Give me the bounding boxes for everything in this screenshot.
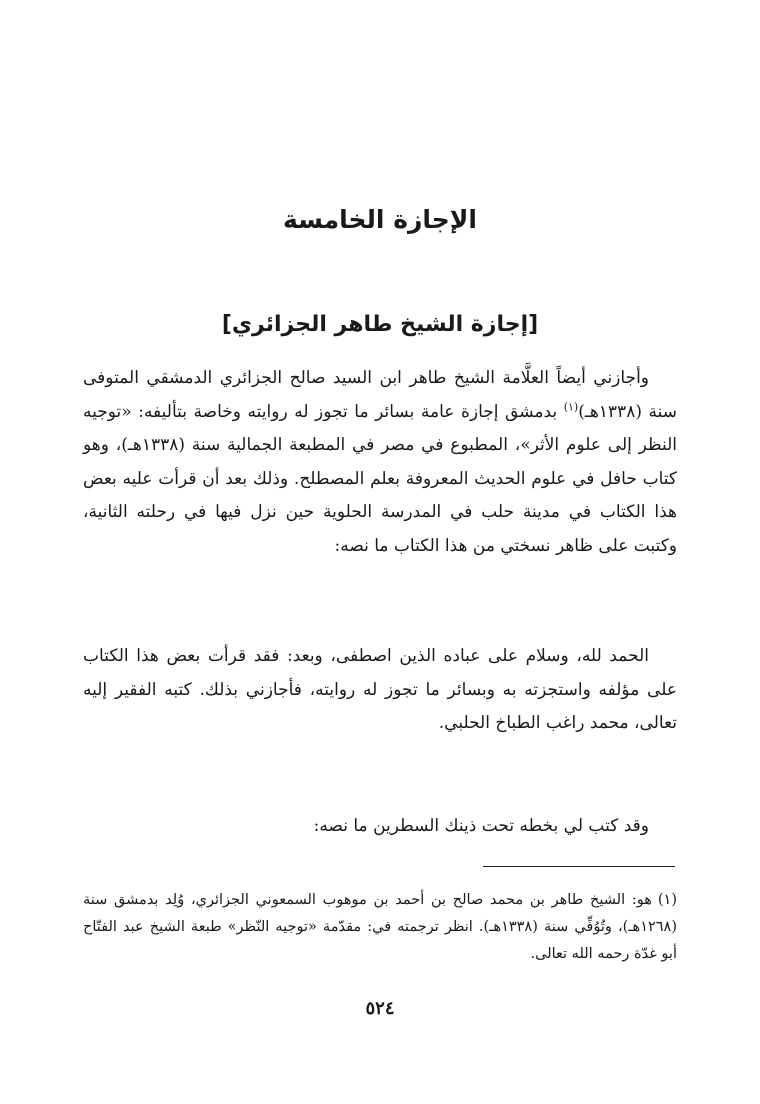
page-number: ٥٢٤ bbox=[365, 998, 395, 1019]
chapter-title: الإجازة الخامسة bbox=[283, 205, 477, 234]
body-paragraph-3 bbox=[83, 810, 677, 844]
footnote-reference: (١) bbox=[563, 399, 579, 413]
body-paragraph-1 bbox=[83, 362, 677, 563]
footnote-separator bbox=[483, 866, 675, 867]
paragraph-3-text: وقد كتب لي بخطه تحت ذينك السطرين ما نصه: bbox=[313, 816, 649, 836]
paragraph-2-text: الحمد لله، وسلام على عباده الذين اصطفى، وبعد: فقد قرأت بعض هذا الكتاب على مؤلفه واستجزته به وبسائر ما تجوز له روايته، فأجازني بذلك. كتبه الفقير إليه تعالى، محمد راغب الطباخ الحلبي. bbox=[83, 646, 677, 733]
footnote-number: (١) bbox=[657, 892, 677, 908]
section-title: [إجازة الشيخ طاهر الجزائري] bbox=[221, 312, 539, 337]
paragraph-1-part-b: بدمشق إجازة عامة بسائر ما تجوز له روايته وخاصة بتأليفه: «توجيه النظر إلى علوم الأثر»، المطبوع في مصر في المطبعة الجمالية سنة (١٣٣٨هـ)، وهو كتاب حافل في علوم الحديث المعروفة بعلم المصطلح. وذلك بعد أن قرأت عليه بعض هذا الكتاب في مدينة حلب في المدرسة الحلوية حين نزل فيها في رحلته الثانية، وكتبت على ظاهر نسختي من هذا الكتاب ما نصه: bbox=[83, 401, 677, 556]
paragraph-1-part-a: وأجازني أيضاً العلَّامة الشيخ طاهر ابن السيد صالح الجزائري الدمشقي المتوفى سنة (١٣٣٨هـ) bbox=[83, 368, 677, 422]
footnote-text: هو: الشيخ طاهر بن محمد صالح بن أحمد بن موهوب السمعوني الجزائري، وُلِد بدمشق سنة (١٢٦٨هـ)، وتُوُفِّي سنة (١٣٣٨هـ). انظر ترجمته في: مقدّمة «توجيه النّظر» طبعة الشيخ عبد الفتّاح أبو غدّة رحمه الله تعالى. bbox=[83, 892, 678, 962]
footnote bbox=[83, 887, 677, 968]
body-paragraph-2 bbox=[83, 640, 677, 741]
